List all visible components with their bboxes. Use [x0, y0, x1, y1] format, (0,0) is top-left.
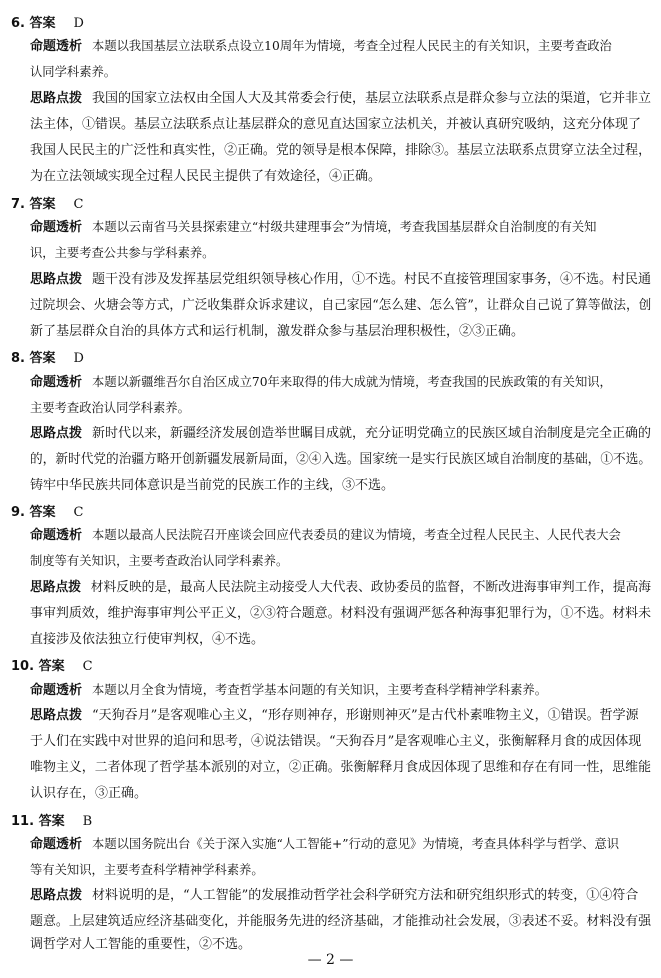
reasoning-text: 我国的国家立法权由全国人大及其常委会行使，基层立法联系点是群众参与立法的渠道，它并非立: [92, 91, 652, 106]
proposition-analysis-label: 命题透析: [30, 375, 83, 390]
reasoning-text: 题干没有涉及发挥基层党组织领导核心作用，①不选。村民不直接管理国家事务，④不选。村民通: [92, 272, 652, 287]
proposition-text: 主要考查政治认同学科素养。: [30, 401, 190, 415]
answer-label: 答案: [29, 505, 56, 520]
proposition-text: 识，主要考查公共参与学科素养。: [30, 246, 215, 260]
question-number: 6.: [11, 16, 25, 31]
proposition-text: 制度等有关知识，主要考查政治认同学科素养。: [30, 554, 289, 568]
reasoning-text: 调哲学对人工智能的重要性，②不选。: [30, 937, 252, 952]
proposition-text: 本题以月全食为情境，考查哲学基本问题的有关知识，主要考查科学精神学科素养。: [92, 683, 548, 697]
reasoning-text: 我国人民民主的广泛性和真实性，②正确。党的领导是根本保障，排除③。基层立法联系点贯穿立法全过程，: [30, 143, 652, 158]
answer-label: 答案: [29, 16, 56, 31]
text-line: [30, 786, 147, 802]
answer-heading: [11, 810, 92, 829]
reasoning-label: 思路点拨: [30, 708, 83, 723]
reasoning-text: 过院坝会、火塘会等方式，广泛收集群众诉求建议，自己家园“怎么建、怎么管”，让群众自己说了算等做法，创: [30, 298, 652, 313]
text-line: [30, 937, 251, 953]
reasoning-text: 新时代以来，新疆经济发展创造举世瞩目成就，充分证明党确立的民族区域自治制度是完全正确的: [92, 426, 652, 441]
reasoning-label: 思路点拨: [30, 272, 83, 287]
answer-heading: [11, 655, 93, 674]
reasoning-label: 思路点拨: [30, 426, 83, 441]
question-number: 7.: [11, 197, 25, 212]
text-line: [30, 862, 264, 878]
question-number: 8.: [11, 351, 25, 366]
reasoning-text: 新了基层群众自治的具体方式和运行机制，激发群众参与基层治理积极性，②③正确。: [30, 324, 525, 339]
reasoning-label: 思路点拨: [30, 91, 83, 106]
answer-letter: C: [82, 659, 93, 674]
question-number: 10.: [11, 659, 35, 674]
reasoning-text: 直接涉及依法独立行使审判权，④不选。: [30, 632, 265, 647]
answer-letter: C: [73, 197, 84, 212]
proposition-text: 本题以国务院出台《关于深入实施“人工智能+”行动的意见》为情境，考查具体科学与哲学、意识: [92, 837, 620, 851]
text-line: [30, 38, 612, 55]
question-number: 11.: [11, 814, 35, 829]
proposition-text: 本题以最高人民法院召开座谈会回应代表委员的建议为情境，考查全过程人民民主、人民代表大会: [92, 528, 621, 542]
answer-label: 答案: [38, 814, 65, 829]
text-line: [30, 426, 651, 442]
proposition-analysis-label: 命题透析: [30, 683, 83, 698]
reasoning-text: 事审判质效，维护海事审判公平正义，②③符合题意。材料没有强调严惩各种海事犯罪行为，①不选。材料未: [30, 606, 652, 621]
reasoning-text: 唯物主义，二者体现了哲学基本派别的对立，②正确。张衡解释月食成因体现了思维和存在有同一性，思维能: [30, 760, 652, 775]
reasoning-text: 于人们在实践中对世界的追问和思考，④说法错误。“天狗吞月”是客观唯心主义，张衡解释月食的成因体现: [30, 734, 642, 749]
reasoning-text: 为在立法领域实现全过程人民民主提供了有效途径，④正确。: [30, 169, 382, 184]
text-line: [30, 374, 612, 391]
reasoning-text: 材料反映的是，最高人民法院主动接受人大代表、政协委员的监督，不断改进海事审判工作，提高海: [90, 580, 652, 595]
proposition-analysis-label: 命题透析: [30, 837, 83, 852]
answer-heading: [11, 347, 84, 366]
text-line: [30, 734, 641, 750]
text-line: [30, 219, 596, 236]
text-line: [30, 324, 524, 340]
text-line: [30, 298, 651, 314]
text-line: [30, 580, 651, 596]
text-line: [30, 708, 639, 724]
proposition-analysis-label: 命题透析: [30, 39, 83, 54]
text-line: [30, 169, 381, 185]
text-line: [30, 632, 264, 648]
text-line: [30, 606, 651, 622]
reasoning-text: 题意。上层建筑适应经济基础变化，并能服务先进的经济基础，才能推动社会发展，③表述不妥。材料没有强: [30, 914, 652, 929]
answer-label: 答案: [29, 351, 56, 366]
page-number: — 2 —: [307, 952, 354, 968]
reasoning-label: 思路点拨: [30, 580, 81, 595]
reasoning-text: 法主体，①错误。基层立法联系点让基层群众的意见直达国家立法机关，并被认真研究吸纳，这充分体现了: [30, 117, 642, 132]
reasoning-text: 认识存在，③正确。: [30, 786, 148, 801]
reasoning-text: “天狗吞月”是客观唯心主义，“形存则神存，形谢则神灭”是古代朴素唯物主义，①错误。哲学源: [92, 708, 639, 723]
reasoning-text: 铸牢中华民族共同体意识是当前党的民族工作的主线，③不选。: [30, 478, 395, 493]
text-line: [30, 888, 638, 904]
proposition-text: 认同学科素养。: [30, 65, 117, 79]
text-line: [30, 478, 394, 494]
text-line: [30, 64, 116, 80]
text-line: [30, 452, 651, 468]
text-line: [30, 117, 641, 133]
text-line: [30, 91, 651, 107]
answer-heading: [11, 193, 83, 212]
text-line: [30, 527, 621, 544]
text-line: [30, 143, 651, 159]
answer-heading: [11, 501, 83, 520]
text-line: [30, 245, 214, 261]
answer-letter: D: [73, 351, 84, 366]
answer-letter: D: [73, 16, 84, 31]
question-number: 9.: [11, 505, 25, 520]
text-line: [30, 272, 651, 288]
proposition-analysis-label: 命题透析: [30, 528, 83, 543]
reasoning-label: 思路点拨: [30, 888, 83, 903]
proposition-analysis-label: 命题透析: [30, 220, 83, 235]
reasoning-text: 材料说明的是，“人工智能”的发展推动哲学社会科学研究方法和研究组织形式的转变，①④符合: [92, 888, 639, 903]
answer-heading: [11, 12, 84, 31]
proposition-text: 本题以云南省马关县探索建立“村级共建理事会”为情境，考查我国基层群众自治制度的有关知: [92, 220, 597, 234]
text-line: [30, 682, 547, 699]
reasoning-text: 的，新时代党的治疆方略开创新疆发展新局面，②④入选。国家统一是实行民族区域自治制度的基础，①不选。: [30, 452, 652, 467]
text-line: [30, 400, 190, 416]
text-line: [30, 760, 651, 776]
text-line: [30, 914, 651, 930]
answer-label: 答案: [38, 659, 65, 674]
answer-letter: B: [82, 814, 93, 829]
proposition-text: 本题以我国基层立法联系点设立10周年为情境，考查全过程人民民主的有关知识，主要考查政治: [92, 39, 612, 53]
text-line: [30, 553, 288, 569]
proposition-text: 本题以新疆维吾尔自治区成立70年来取得的伟大成就为情境，考查我国的民族政策的有关知识，: [92, 375, 612, 389]
answer-letter: C: [73, 505, 84, 520]
answer-label: 答案: [29, 197, 56, 212]
proposition-text: 等有关知识，主要考查科学精神学科素养。: [30, 863, 264, 877]
text-line: [30, 836, 619, 853]
